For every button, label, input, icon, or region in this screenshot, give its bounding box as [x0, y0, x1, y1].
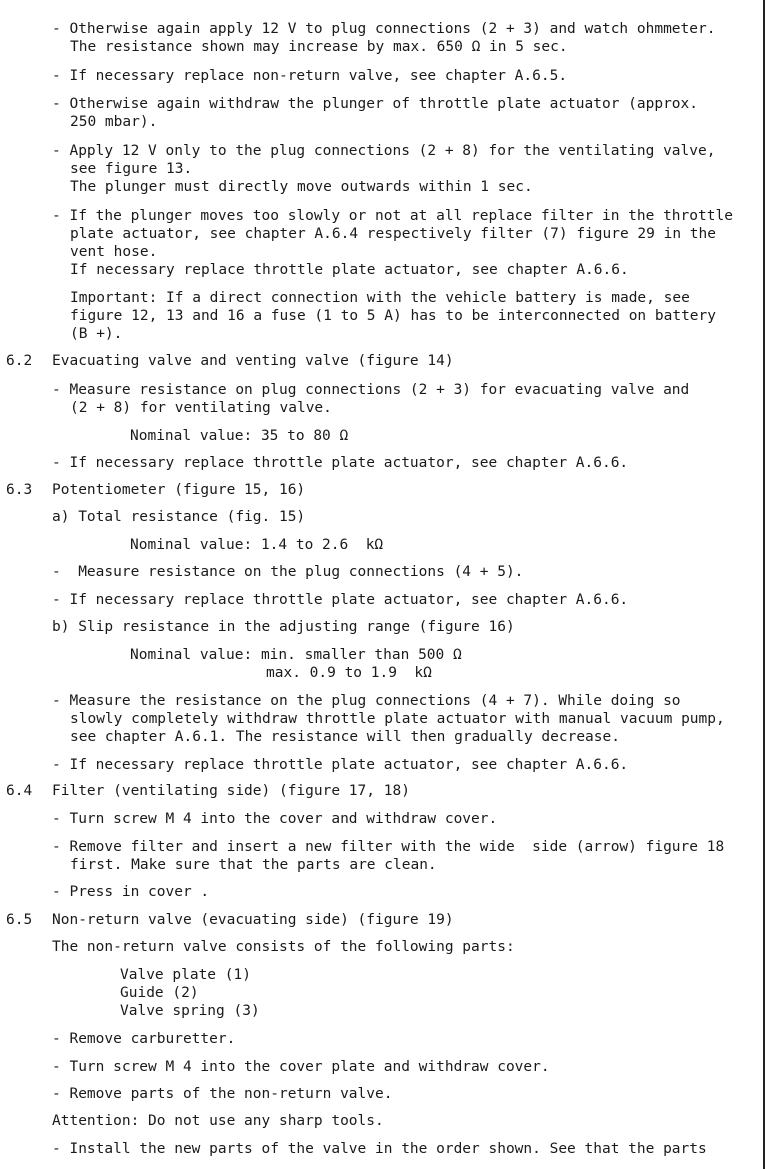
page-border-line: [763, 0, 765, 1169]
text-line: - Turn screw M 4 into the cover and withdraw cover.: [52, 811, 498, 827]
text-line: vent hose.: [70, 244, 158, 260]
text-line: - If necessary replace throttle plate actuator, see chapter A.6.6.: [52, 592, 629, 608]
text-line: Nominal value: 35 to 80 Ω: [130, 428, 349, 444]
text-line: max. 0.9 to 1.9 kΩ: [266, 665, 432, 681]
text-line: see figure 13.: [70, 161, 193, 177]
text-line: - Apply 12 V only to the plug connections (2 + 8) for the ventilating valve,: [52, 143, 716, 159]
text-line: slowly completely withdraw throttle plate actuator with manual vacuum pump,: [70, 711, 725, 727]
text-line: Valve spring (3): [120, 1003, 260, 1019]
text-line: (2 + 8) for ventilating valve.: [70, 400, 332, 416]
text-line: If necessary replace throttle plate actuator, see chapter A.6.6.: [70, 262, 629, 278]
text-line: The plunger must directly move outwards within 1 sec.: [70, 179, 533, 195]
text-line: first. Make sure that the parts are clean.: [70, 857, 437, 873]
text-line: 250 mbar).: [70, 114, 158, 130]
text-line: b) Slip resistance in the adjusting range (figure 16): [52, 619, 515, 635]
section-number: 6.5: [6, 912, 33, 928]
section-number: 6.3: [6, 482, 33, 498]
text-line: Potentiometer (figure 15, 16): [52, 482, 306, 498]
text-line: see chapter A.6.1. The resistance will then gradually decrease.: [70, 729, 620, 745]
text-line: - Turn screw M 4 into the cover plate and withdraw cover.: [52, 1059, 550, 1075]
text-line: a) Total resistance (fig. 15): [52, 509, 306, 525]
text-line: (B +).: [70, 326, 123, 342]
text-line: - If necessary replace throttle plate actuator, see chapter A.6.6.: [52, 455, 629, 471]
text-line: - Measure the resistance on the plug connections (4 + 7). While doing so: [52, 693, 681, 709]
text-line: plate actuator, see chapter A.6.4 respectively filter (7) figure 29 in the: [70, 226, 717, 242]
text-line: - Install the new parts of the valve in the order shown. See that the parts: [52, 1141, 707, 1157]
text-line: - Press in cover .: [52, 884, 210, 900]
text-line: Nominal value: min. smaller than 500 Ω: [130, 647, 462, 663]
text-line: The resistance shown may increase by max. 650 Ω in 5 sec.: [70, 39, 568, 55]
text-line: Filter (ventilating side) (figure 17, 18): [52, 783, 410, 799]
text-line: Attention: Do not use any sharp tools.: [52, 1113, 384, 1129]
text-line: Important: If a direct connection with the vehicle battery is made, see: [70, 290, 690, 306]
text-line: - Measure resistance on the plug connections (4 + 5).: [52, 564, 524, 580]
section-number: 6.2: [6, 353, 33, 369]
text-line: - If the plunger moves too slowly or not at all replace filter in the throttle: [52, 208, 733, 224]
section-number: 6.4: [6, 783, 33, 799]
text-line: - Otherwise again apply 12 V to plug connections (2 + 3) and watch ohmmeter.: [52, 21, 716, 37]
text-line: Nominal value: 1.4 to 2.6 kΩ: [130, 537, 384, 553]
text-line: Evacuating valve and venting valve (figure 14): [52, 353, 454, 369]
text-line: Non-return valve (evacuating side) (figure 19): [52, 912, 454, 928]
text-line: - If necessary replace throttle plate actuator, see chapter A.6.6.: [52, 757, 629, 773]
text-line: Guide (2): [120, 985, 199, 1001]
text-line: - Remove parts of the non-return valve.: [52, 1086, 393, 1102]
text-line: - If necessary replace non-return valve, see chapter A.6.5.: [52, 68, 568, 84]
text-line: - Otherwise again withdraw the plunger of throttle plate actuator (approx.: [52, 96, 699, 112]
text-line: The non-return valve consists of the following parts:: [52, 939, 515, 955]
text-line: - Remove filter and insert a new filter with the wide side (arrow) figure 18: [52, 839, 725, 855]
text-line: - Measure resistance on plug connections (2 + 3) for evacuating valve and: [52, 382, 690, 398]
text-line: Valve plate (1): [120, 967, 251, 983]
text-line: figure 12, 13 and 16 a fuse (1 to 5 A) has to be interconnected on battery: [70, 308, 717, 324]
text-line: - Remove carburetter.: [52, 1031, 236, 1047]
